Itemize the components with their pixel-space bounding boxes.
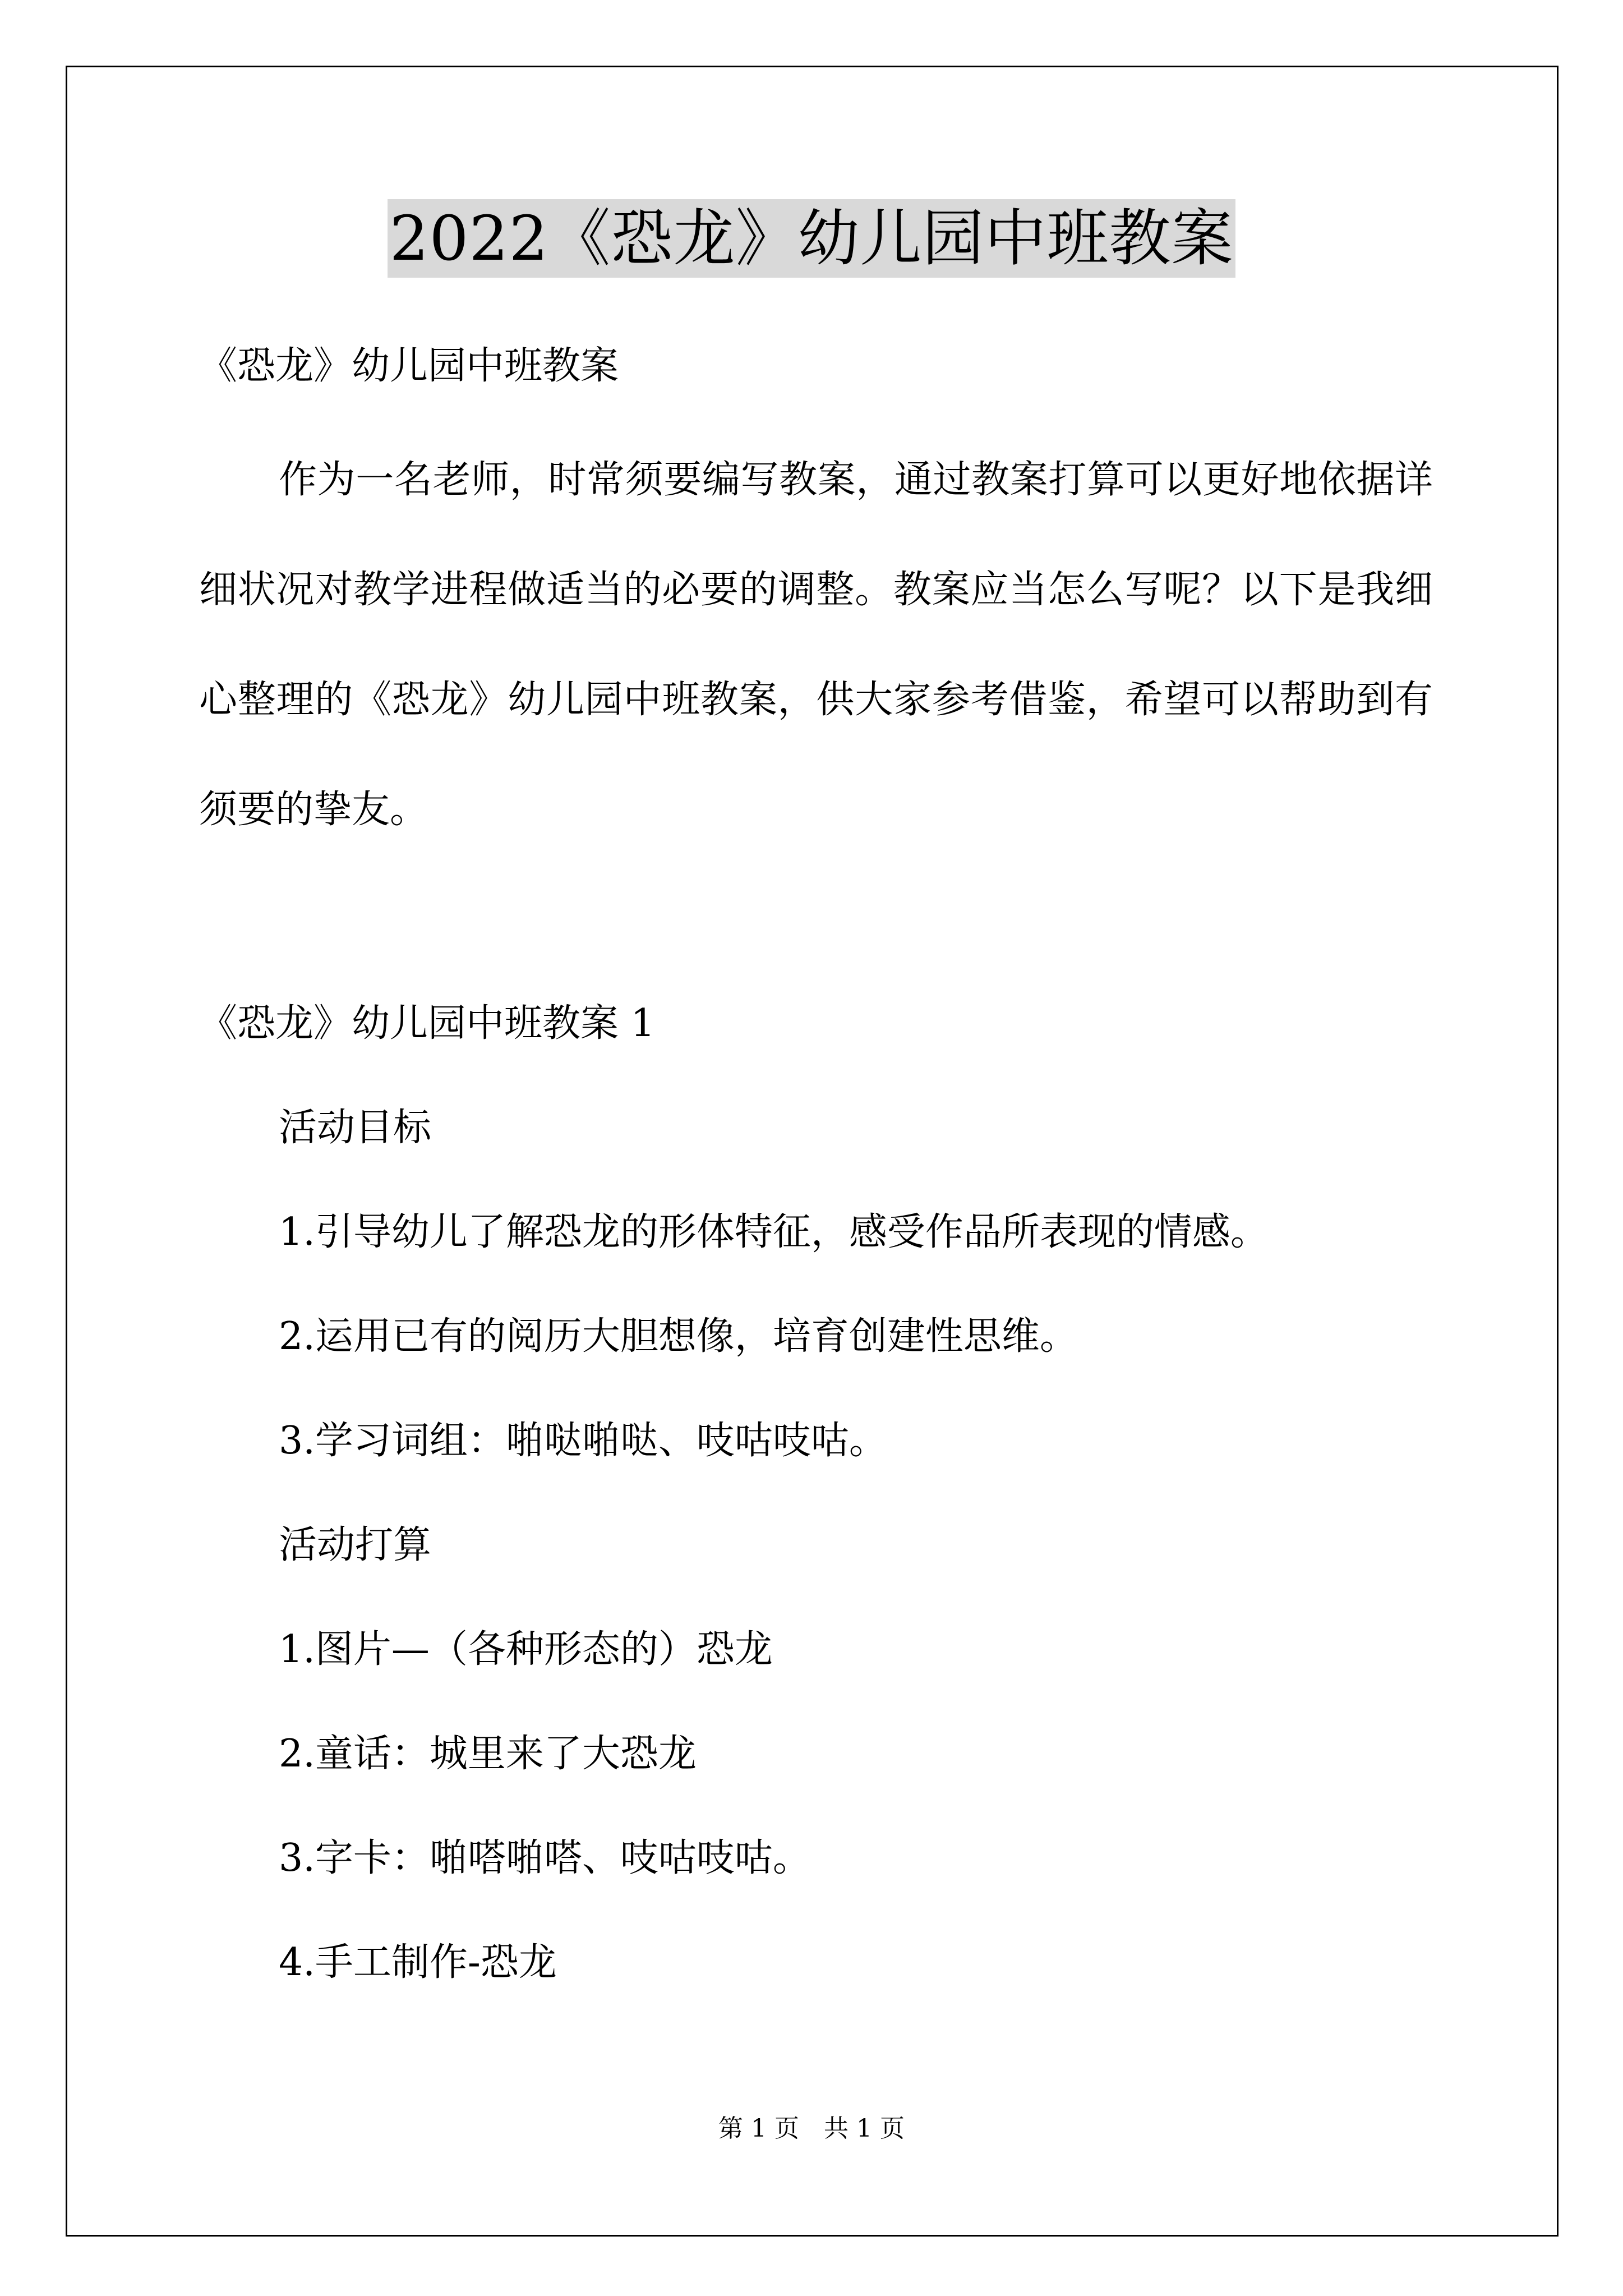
intro-paragraph: 作为一名老师，时常须要编写教案，通过教案打算可以更好地依据详细状况对教学进程做适当的必要的调整。教案应当怎么写呢？以下是我细心整理的《恐龙》幼儿园中班教案，供大家参考借鉴，希望可以帮助到有须要的挚友。: [199, 458, 1433, 832]
goals-heading: 活动目标: [279, 1106, 432, 1150]
goal-item-1: 1.引导幼儿了解恐龙的形体特征，感受作品所表现的情感。: [279, 1210, 1269, 1254]
prep-heading: 活动打算: [279, 1523, 432, 1567]
section-heading: 《恐龙》幼儿园中班教案 1: [199, 1001, 655, 1046]
title-container: [0, 199, 1623, 278]
prep-item-4: 4.手工制作-恐龙: [279, 1940, 557, 1985]
goal-item-3: 3.学习词组：啪哒啪哒、吱咕吱咕。: [279, 1419, 887, 1463]
prep-item-3: 3.字卡：啪嗒啪嗒、吱咕吱咕。: [279, 1836, 811, 1880]
prep-item-1: 1.图片—（各种形态的）恐龙: [279, 1627, 773, 1672]
document-subtitle: 《恐龙》幼儿园中班教案: [199, 344, 619, 388]
page-footer: 第 1 页 共 1 页: [718, 2114, 905, 2143]
prep-item-2: 2.童话：城里来了大恐龙: [279, 1732, 697, 1776]
document-title: 2022《恐龙》幼儿园中班教案: [388, 199, 1236, 278]
goal-item-2: 2.运用已有的阅历大胆想像，培育创建性思维。: [279, 1314, 1078, 1359]
